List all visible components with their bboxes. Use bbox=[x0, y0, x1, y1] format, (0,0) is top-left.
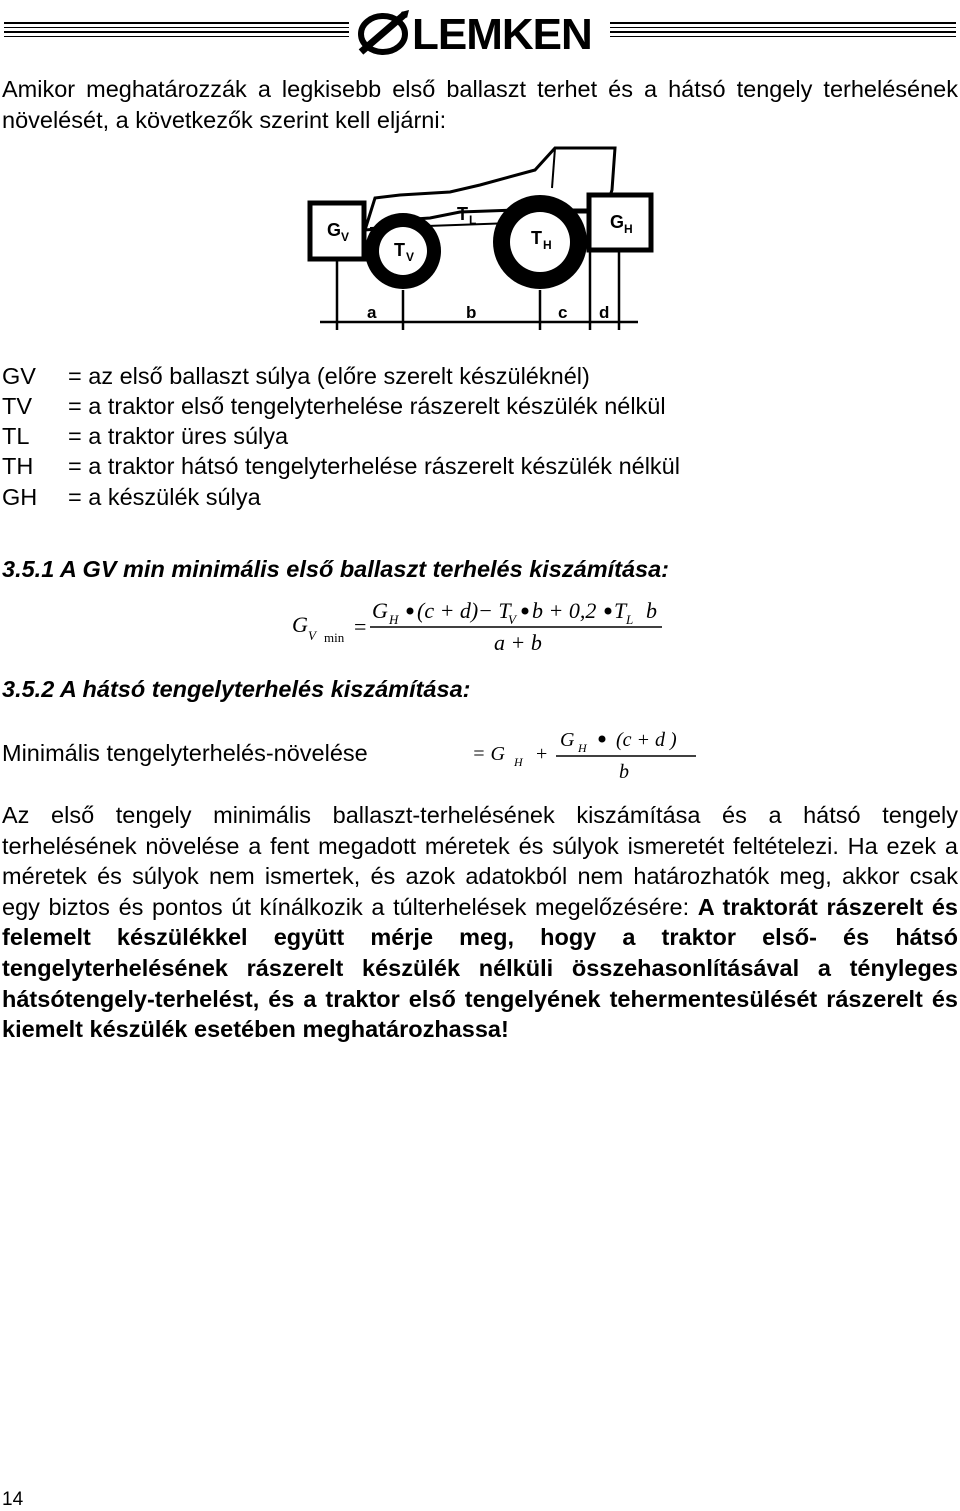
svg-text:T: T bbox=[457, 204, 468, 224]
svg-text:(c + d): (c + d) bbox=[417, 598, 479, 623]
svg-text:(c + d ): (c + d ) bbox=[616, 729, 677, 751]
svg-text:T: T bbox=[394, 240, 405, 260]
svg-text:b: b bbox=[646, 598, 657, 623]
body-normal-text: Az első tengely minimális ballaszt-terhelésének kiszámítása és a hátsó tengely terhelésének növelése a fent megadott méretek és súlyok ismeretét feltételezi. Ha ezek a méretek és súlyok nem ismertek, és azok adatokból nem határozhatók meg, akkor csak egy biztos és pontos út kínálkozik a túlterhelések megelőzésére: bbox=[2, 802, 958, 920]
svg-text:L: L bbox=[626, 612, 634, 627]
svg-text:= G: = G bbox=[472, 743, 505, 765]
svg-text:b + 0,2: b + 0,2 bbox=[532, 598, 597, 623]
header-rule-right bbox=[610, 22, 956, 42]
svg-text:b: b bbox=[619, 761, 629, 783]
svg-text:a: a bbox=[367, 303, 377, 322]
body-bold-text: A traktorát rászerelt és felemelt készülékkel együtt mérje meg, hogy a traktor első- és hátsó tengelyterhelésének rászerelt készülék nélküli összehasonlításával a tényleges hátsótengely-terhelést, és a traktor első tengelyének tehermentesülését rászerelt és kiemelt készülék esetében meghatározhassa! bbox=[2, 893, 958, 1043]
tractor-diagram bbox=[290, 140, 670, 330]
header-rule-left bbox=[4, 22, 349, 42]
svg-text:V: V bbox=[406, 250, 415, 264]
svg-text:+: + bbox=[536, 743, 548, 765]
svg-text:− T: − T bbox=[478, 598, 511, 623]
svg-text:V: V bbox=[308, 628, 316, 643]
svg-text:T: T bbox=[614, 598, 627, 623]
svg-text:V: V bbox=[341, 230, 350, 244]
section-heading-3-5-2: 3.5.2 A hátsó tengelyterhelés kiszámítása: bbox=[2, 676, 471, 702]
svg-text:min: min bbox=[324, 630, 345, 645]
svg-text:G: G bbox=[372, 598, 388, 623]
svg-text:d: d bbox=[599, 303, 610, 322]
svg-text:G: G bbox=[560, 729, 575, 751]
svg-text:V: V bbox=[508, 612, 516, 627]
svg-text:L: L bbox=[469, 213, 477, 227]
section-heading-3-5-1: 3.5.1 A GV min minimális első ballaszt terhelés kiszámítása: bbox=[2, 556, 669, 582]
axle-load-increase-label: Minimális tengelyterhelés-növelése bbox=[2, 740, 368, 766]
rear-axle-formula bbox=[470, 726, 700, 784]
svg-text:b: b bbox=[466, 303, 477, 322]
svg-text:H: H bbox=[624, 222, 633, 236]
svg-text:G: G bbox=[327, 220, 342, 240]
svg-text:H: H bbox=[389, 612, 399, 627]
svg-text:c: c bbox=[558, 303, 568, 322]
svg-text:=: = bbox=[354, 614, 367, 639]
intro-paragraph: Amikor meghatározzák a legkisebb első ballaszt terhet és a hátsó tengely terhelésének növelését, a következők szerint kell eljárni: bbox=[2, 76, 958, 133]
lemken-emblem-icon bbox=[355, 8, 411, 58]
front-ballast-formula bbox=[290, 598, 670, 658]
page-number: 14 bbox=[2, 1489, 24, 1510]
brand-name: LEMKEN bbox=[412, 10, 592, 59]
svg-text:a + b: a + b bbox=[494, 630, 542, 655]
lemken-logo bbox=[355, 8, 607, 58]
svg-text:G: G bbox=[610, 212, 625, 232]
svg-text:T: T bbox=[531, 228, 542, 248]
body-paragraph bbox=[2, 800, 958, 1045]
svg-text:H: H bbox=[578, 741, 587, 755]
svg-text:G: G bbox=[292, 612, 308, 637]
svg-text:H: H bbox=[514, 755, 523, 769]
svg-text:H: H bbox=[543, 238, 552, 252]
